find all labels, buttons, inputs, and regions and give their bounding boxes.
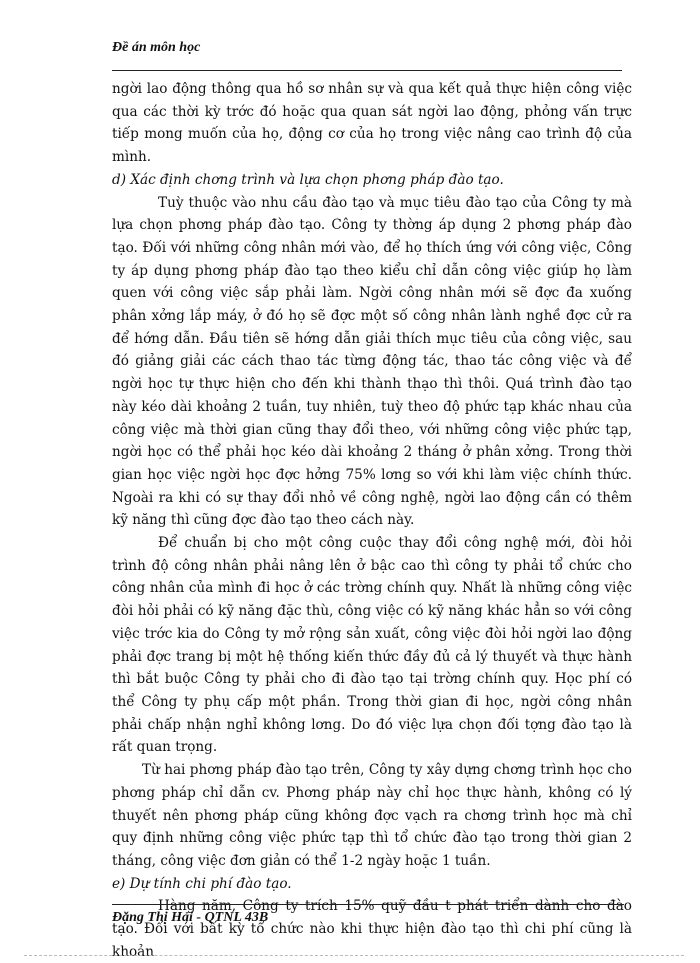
paragraph-4: Từ hai phơng pháp đào tạo trên, Công ty xây dựng chơng trình học cho phơng pháp chỉ dẫn cv. Phơng pháp này chỉ học thực hành, không có lý thuyết nên phơng pháp cũng không đợc vạch ra chơng trình học mà chỉ quy định những công việc phức tạp thì tổ chức đào tạo trong thời gian 2 tháng, công việc đơn giản có thể 1-2 ngày hoặc 1 tuần. bbox=[112, 762, 632, 869]
footer-divider bbox=[112, 904, 624, 905]
page-footer-author: Đặng Thị Hải - QTNL 43B bbox=[112, 910, 269, 925]
paragraph-1: ngời lao động thông qua hồ sơ nhân sự và qua kết quả thực hiện công việc qua các thời kỳ trớc đó hoặc qua quan sát ngời lao động, phỏng vấn trực tiếp mong muốn của họ, động cơ của họ trong việc nâng cao trình độ của mình. bbox=[112, 81, 632, 166]
section-heading-e: e) Dự tính chi phí đào tạo. bbox=[112, 875, 292, 892]
paragraph-2: Tuỳ thuộc vào nhu cầu đào tạo và mục tiêu đào tạo của Công ty mà lựa chọn phơng pháp đào tạo. Công ty thờng áp dụng 2 phơng pháp đào tạo. Đối với những công nhân mới vào, để họ thích ứng với công việc, Công ty áp dụng phơng pháp đào tạo theo kiểu chỉ dẫn công việc giúp họ làm quen với công việc sắp phải làm. Ngời công nhân mới sẽ đợc đa xuống phân xởng lắp máy, ở đó họ sẽ đợc một số công nhân lành nghề đợc cử ra để hớng dẫn. Đầu tiên sẽ hớng dẫn giải thích mục tiêu của công việc, sau đó giảng giải các cách thao tác từng động tác, thao tác công việc và để ngời học tự thực hiện cho đến khi thành thạo thì thôi. Quá trình đào tạo này kéo dài khoảng 2 tuần, tuy nhiên, tuỳ theo độ phức tạp khác nhau của công việc mà thời gian cũng thay đổi theo, với những công việc phức tạp, ngời học có thể phải học kéo dài khoảng 2 tháng ở phân xởng. Trong thời gian học việc ngời học đợc hởng 75% lơng so với khi làm việc chính thức. Ngoài ra khi có sự thay đổi nhỏ về công nghệ, ngời lao động cần có thêm kỹ năng thì cũng đợc đào tạo theo cách này. bbox=[112, 194, 632, 529]
document-body bbox=[112, 78, 632, 963]
paragraph-5: Hàng năm, Công ty trích 15% quỹ đầu t phát triển dành cho đào tạo. Đối với bất kỳ tổ chức nào khi thực hiện đào tạo thì chi phí cũng là khoản bbox=[112, 898, 632, 960]
paragraph-3: Để chuẩn bị cho một công cuộc thay đổi công nghệ mới, đòi hỏi trình độ công nhân phải nâng lên ở bậc cao thì công ty phải tổ chức cho công nhân của mình đi học ở các trờng chính quy. Nhất là những công việc đòi hỏi phải có kỹ năng đặc thù, công việc có kỹ năng khác hẳn so với công việc trớc kia do Công ty mở rộng sản xuất, công việc đòi hỏi ngời lao động phải đợc trang bị một hệ thống kiến thức đầy đủ cả lý thuyết và thực hành thì bắt buộc Công ty phải cho đi đào tạo tại trờng chính quy. Học phí có thể Công ty phụ cấp một phần. Trong thời gian đi học, ngời công nhân phải chấp nhận nghỉ không lơng. Do đó việc lựa chọn đối tợng đào tạo là rất quan trọng. bbox=[112, 535, 632, 756]
page-edge-line bbox=[24, 955, 684, 956]
section-heading-d: d) Xác định chơng trình và lựa chọn phơng pháp đào tạo. bbox=[112, 171, 504, 188]
header-divider bbox=[112, 70, 622, 71]
page-header-title: Đề án môn học bbox=[112, 40, 201, 55]
